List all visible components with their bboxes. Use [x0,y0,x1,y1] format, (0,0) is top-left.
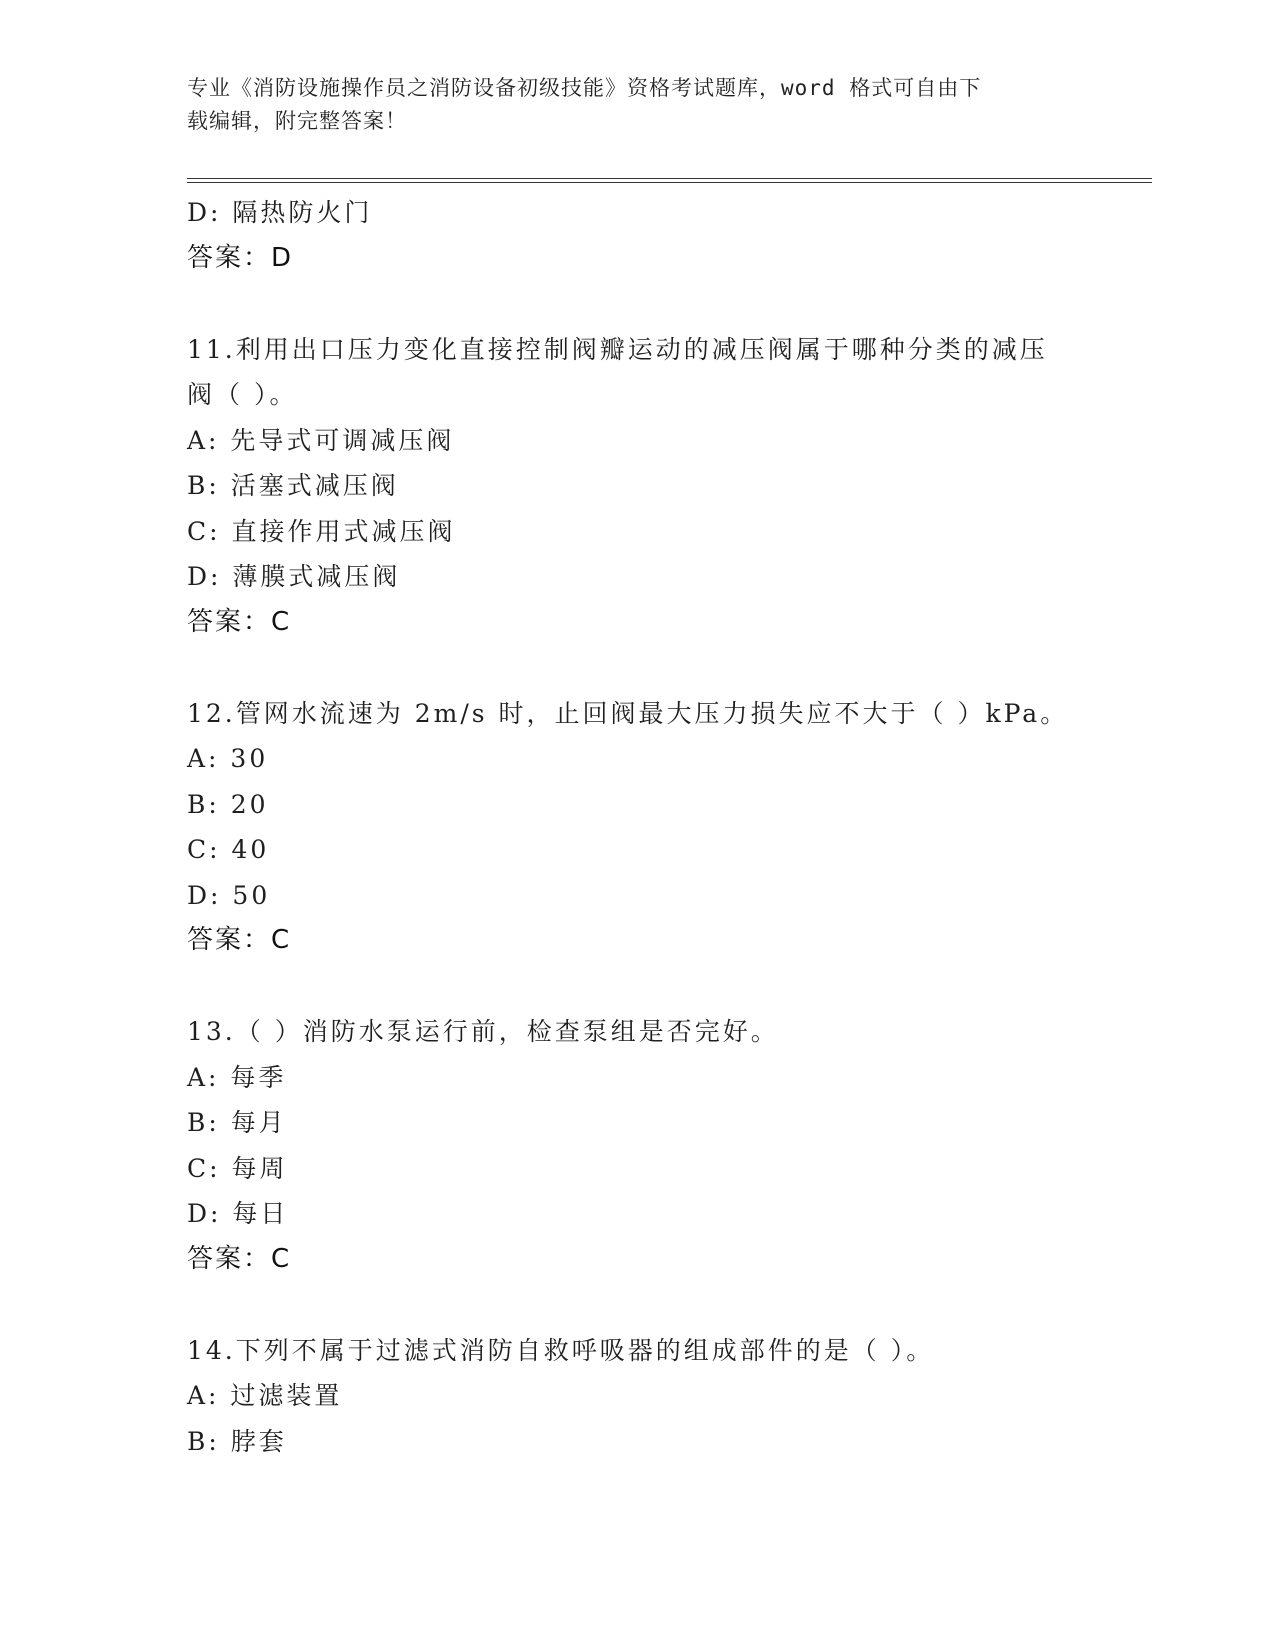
header-divider-bottom [187,182,1152,183]
question-14 [187,1328,1087,1465]
question-13 [187,1009,1087,1282]
question-12-option-b: B: 20 [187,789,269,819]
question-14-option-b: B: 脖套 [187,1426,287,1456]
question-13-stem: 13.（ ）消防水泵运行前，检查泵组是否完好。 [187,1017,779,1046]
question-11-option-b: B: 活塞式减压阀 [187,471,399,500]
question-13-option-d: D: 每日 [187,1199,289,1228]
question-12-answer: 答案：C [187,925,292,955]
question-12-option-a: A: 30 [187,744,269,773]
header-divider-top [187,178,1152,179]
header-title-line-2: 载编辑，附完整答案！ [187,109,407,133]
question-13-option-b: B: 每月 [187,1108,287,1137]
spacer [187,281,1087,327]
question-11-stem-line-1: 11.利用出口压力变化直接控制阀瓣运动的减压阀属于哪种分类的减压 [187,334,1048,364]
header-title-line-1: 专业《消防设施操作员之消防设备初级技能》资格考试题库，word 格式可自由下 [187,76,982,100]
question-12-stem: 12.管网水流速为 2m/s 时，止回阀最大压力损失应不大于（ ）kPa。 [187,698,1069,728]
question-12-option-c: C: 40 [187,835,270,864]
document-header [187,72,1067,138]
question-11-stem-line-2: 阀（ ）。 [187,380,298,409]
question-12 [187,691,1087,964]
question-12-option-d: D: 50 [187,880,271,910]
question-11-answer: 答案：C [187,606,292,637]
question-14-option-a: A: 过滤装置 [187,1381,343,1410]
question-11-option-d: D: 薄膜式减压阀 [187,562,401,591]
question-14-stem: 14.下列不属于过滤式消防自救呼吸器的组成部件的是（ ）。 [187,1335,935,1365]
question-10-answer: 答案：D [187,242,294,273]
question-list [187,190,1087,1464]
question-11-option-c: C: 直接作用式减压阀 [187,516,456,546]
spacer [187,645,1087,691]
question-13-option-a: A: 每季 [187,1062,287,1092]
question-13-answer: 答案：C [187,1243,292,1274]
spacer [187,964,1087,1010]
question-11 [187,327,1087,646]
question-10-option-d: D: 隔热防火门 [187,198,373,227]
question-11-option-a: A: 先导式可调减压阀 [187,425,455,455]
question-13-option-c: C: 每周 [187,1153,288,1183]
spacer [187,1282,1087,1328]
